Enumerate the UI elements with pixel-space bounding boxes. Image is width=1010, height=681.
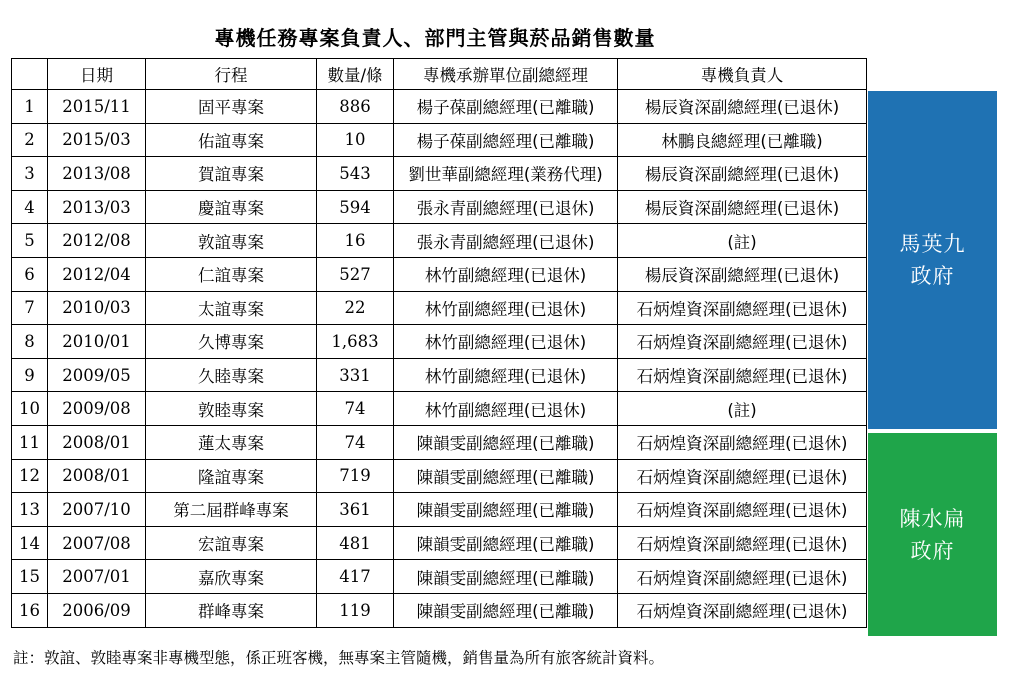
date-cell: 2010/01 — [48, 325, 146, 359]
flight-lead-cell: 楊辰資深副總經理(已退休) — [618, 190, 867, 224]
gov-label-line: 政府 — [910, 538, 955, 563]
table-row — [12, 123, 867, 157]
flight-lead-cell: 石炳煌資深副總經理(已退休) — [618, 493, 867, 527]
date-cell: 2008/01 — [48, 425, 146, 459]
row-number: 8 — [12, 325, 48, 359]
header-vice-president: 專機承辦單位副總經理 — [394, 59, 618, 90]
date-cell: 2015/11 — [48, 90, 146, 124]
vice-president-cell: 楊子葆副總經理(已離職) — [394, 123, 618, 157]
table-row — [12, 224, 867, 258]
flight-lead-cell: 石炳煌資深副總經理(已退休) — [618, 526, 867, 560]
row-number: 4 — [12, 190, 48, 224]
vice-president-cell: 陳韻雯副總經理(已離職) — [394, 593, 618, 627]
trip-cell: 慶誼專案 — [146, 190, 317, 224]
quantity-cell: 886 — [317, 90, 394, 124]
quantity-cell: 543 — [317, 157, 394, 191]
table-row — [12, 190, 867, 224]
trip-cell: 嘉欣專案 — [146, 560, 317, 594]
trip-cell: 賀誼專案 — [146, 157, 317, 191]
table-header-row — [12, 59, 867, 90]
header-quantity: 數量/條 — [317, 59, 394, 90]
gov-label-line: 政府 — [910, 264, 955, 288]
data-table — [11, 58, 867, 628]
table-row — [12, 157, 867, 191]
flight-lead-cell: 楊辰資深副總經理(已退休) — [618, 257, 867, 291]
row-number: 13 — [12, 493, 48, 527]
trip-cell: 仁誼專案 — [146, 257, 317, 291]
header-trip: 行程 — [146, 59, 317, 90]
vice-president-cell: 陳韻雯副總經理(已離職) — [394, 526, 618, 560]
table-row — [12, 392, 867, 426]
row-number: 10 — [12, 392, 48, 426]
date-cell: 2013/08 — [48, 157, 146, 191]
quantity-cell: 119 — [317, 593, 394, 627]
vice-president-cell: 陳韻雯副總經理(已離職) — [394, 459, 618, 493]
vice-president-cell: 楊子葆副總經理(已離職) — [394, 90, 618, 124]
table-row — [12, 425, 867, 459]
quantity-cell: 1,683 — [317, 325, 394, 359]
flight-lead-cell: 石炳煌資深副總經理(已退休) — [618, 291, 867, 325]
table-row — [12, 459, 867, 493]
chen-government-label — [868, 433, 997, 636]
vice-president-cell: 林竹副總經理(已退休) — [394, 291, 618, 325]
row-number: 5 — [12, 224, 48, 258]
flight-lead-cell: 石炳煌資深副總經理(已退休) — [618, 425, 867, 459]
table-row — [12, 358, 867, 392]
trip-cell: 蓮太專案 — [146, 425, 317, 459]
quantity-cell: 417 — [317, 560, 394, 594]
header-date: 日期 — [48, 59, 146, 90]
trip-cell: 敦誼專案 — [146, 224, 317, 258]
table-row — [12, 325, 867, 359]
vice-president-cell: 張永青副總經理(已退休) — [394, 190, 618, 224]
flight-lead-cell: 石炳煌資深副總經理(已退休) — [618, 593, 867, 627]
table-row — [12, 593, 867, 627]
vice-president-cell: 林竹副總經理(已退休) — [394, 358, 618, 392]
trip-cell: 固平專案 — [146, 90, 317, 124]
vice-president-cell: 陳韻雯副總經理(已離職) — [394, 425, 618, 459]
trip-cell: 佑誼專案 — [146, 123, 317, 157]
table-row — [12, 90, 867, 124]
row-number: 16 — [12, 593, 48, 627]
date-cell: 2012/04 — [48, 257, 146, 291]
trip-cell: 敦睦專案 — [146, 392, 317, 426]
header-flight-lead: 專機負責人 — [618, 59, 867, 90]
vice-president-cell: 林竹副總經理(已退休) — [394, 392, 618, 426]
page-title: 專機任務專案負責人、部門主管與菸品銷售數量 — [214, 26, 656, 50]
date-cell: 2008/01 — [48, 459, 146, 493]
flight-lead-cell: (註) — [618, 224, 867, 258]
quantity-cell: 361 — [317, 493, 394, 527]
flight-lead-cell: 石炳煌資深副總經理(已退休) — [618, 358, 867, 392]
date-cell: 2009/05 — [48, 358, 146, 392]
row-number: 9 — [12, 358, 48, 392]
flight-lead-cell: 林鵬良總經理(已離職) — [618, 123, 867, 157]
quantity-cell: 527 — [317, 257, 394, 291]
flight-lead-cell: 石炳煌資深副總經理(已退休) — [618, 560, 867, 594]
trip-cell: 太誼專案 — [146, 291, 317, 325]
trip-cell: 久睦專案 — [146, 358, 317, 392]
row-number: 1 — [12, 90, 48, 124]
date-cell: 2007/08 — [48, 526, 146, 560]
table-row — [12, 257, 867, 291]
flight-lead-cell: 楊辰資深副總經理(已退休) — [618, 157, 867, 191]
flight-lead-cell: 石炳煌資深副總經理(已退休) — [618, 459, 867, 493]
flight-lead-cell: (註) — [618, 392, 867, 426]
row-number: 3 — [12, 157, 48, 191]
vice-president-cell: 林竹副總經理(已退休) — [394, 325, 618, 359]
trip-cell: 群峰專案 — [146, 593, 317, 627]
vice-president-cell: 陳韻雯副總經理(已離職) — [394, 560, 618, 594]
vice-president-cell: 劉世華副總經理(業務代理) — [394, 157, 618, 191]
trip-cell: 宏誼專案 — [146, 526, 317, 560]
quantity-cell: 331 — [317, 358, 394, 392]
date-cell: 2010/03 — [48, 291, 146, 325]
vice-president-cell: 張永青副總經理(已退休) — [394, 224, 618, 258]
date-cell: 2009/08 — [48, 392, 146, 426]
footnote: 註：敦誼、敦睦專案非專機型態，係正班客機，無專案主管隨機，銷售量為所有旅客統計資料。 — [13, 649, 665, 667]
quantity-cell: 481 — [317, 526, 394, 560]
flight-lead-cell: 石炳煌資深副總經理(已退休) — [618, 325, 867, 359]
vice-president-cell: 林竹副總經理(已退休) — [394, 257, 618, 291]
trip-cell: 久博專案 — [146, 325, 317, 359]
ma-government-label — [868, 91, 997, 429]
date-cell: 2012/08 — [48, 224, 146, 258]
row-number: 7 — [12, 291, 48, 325]
row-number: 2 — [12, 123, 48, 157]
row-number: 14 — [12, 526, 48, 560]
date-cell: 2013/03 — [48, 190, 146, 224]
table-row — [12, 493, 867, 527]
table-row — [12, 291, 867, 325]
row-number: 15 — [12, 560, 48, 594]
table-row — [12, 560, 867, 594]
row-number: 12 — [12, 459, 48, 493]
quantity-cell: 16 — [317, 224, 394, 258]
date-cell: 2006/09 — [48, 593, 146, 627]
gov-label-line: 陳水扁 — [899, 506, 966, 531]
quantity-cell: 594 — [317, 190, 394, 224]
trip-cell: 隆誼專案 — [146, 459, 317, 493]
row-number: 11 — [12, 425, 48, 459]
vice-president-cell: 陳韻雯副總經理(已離職) — [394, 493, 618, 527]
quantity-cell: 719 — [317, 459, 394, 493]
date-cell: 2015/03 — [48, 123, 146, 157]
trip-cell: 第二屆群峰專案 — [146, 493, 317, 527]
header-index — [12, 59, 48, 90]
date-cell: 2007/01 — [48, 560, 146, 594]
flight-lead-cell: 楊辰資深副總經理(已退休) — [618, 90, 867, 124]
quantity-cell: 22 — [317, 291, 394, 325]
table-row — [12, 526, 867, 560]
date-cell: 2007/10 — [48, 493, 146, 527]
quantity-cell: 74 — [317, 425, 394, 459]
quantity-cell: 74 — [317, 392, 394, 426]
row-number: 6 — [12, 257, 48, 291]
quantity-cell: 10 — [317, 123, 394, 157]
gov-label-line: 馬英九 — [899, 232, 966, 256]
